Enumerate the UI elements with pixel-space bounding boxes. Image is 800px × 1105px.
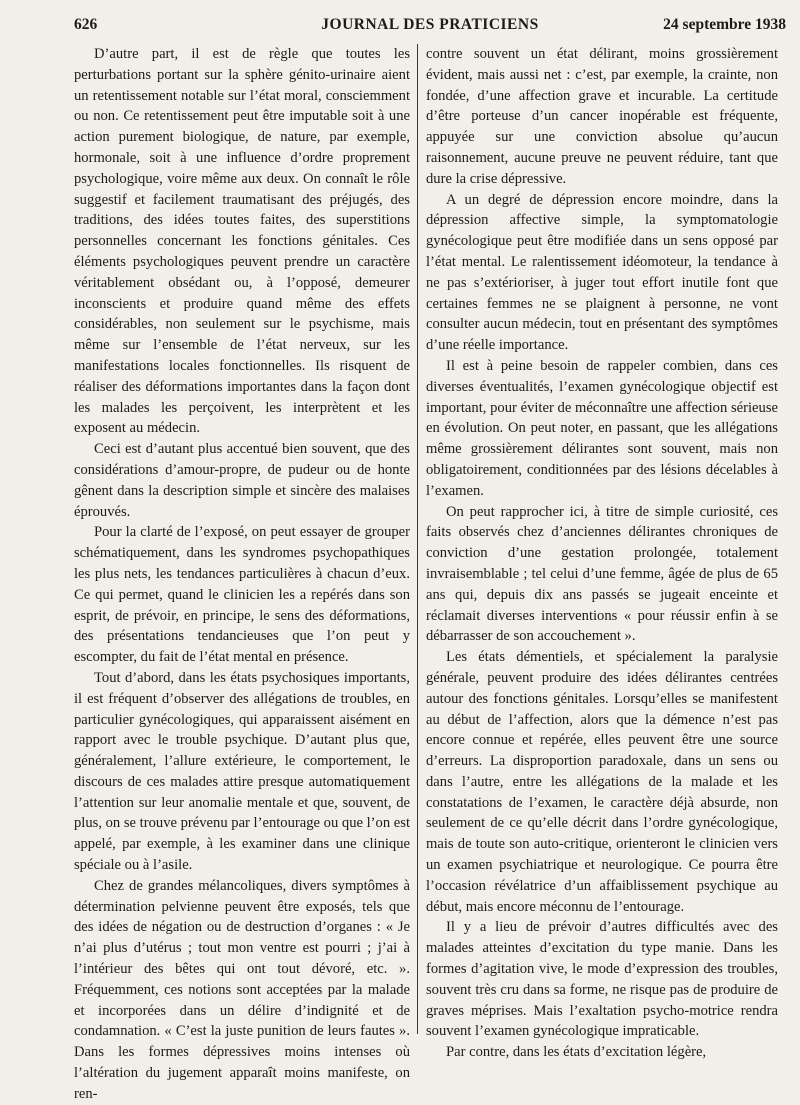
paragraph-examen-objectif: Il est à peine besoin de rappeler combien, dans ces diverses éventualités, l’examen gynécologique objectif est important, pour éviter de méconnaître une affection sérieuse en évolution. On peut noter, en passant, que les allégations même grossièrement délirantes sont souvent, mais non obligatoirement, conditionnées par des lésions décelables à l’examen.	[426, 357, 778, 499]
journal-title: JOURNAL DES PRATICIENS	[321, 16, 539, 33]
column-divider	[417, 44, 418, 1034]
paragraph-melancoliques: Chez de grandes mélancoliques, divers symptômes à détermination pelvienne peuvent être exposés, tels que des idées de négation ou de destruction d’organes : « Je n’ai plus d’utérus ; tout mon ventre est pourri ; j’ai à l’intérieur des bêtes qui ont tout dévoré, etc. ». Fréquemment, ces notions sont acceptées par la malade et incorporées dans un délire d’indignité et de condamnation. « C’est la juste punition de leurs fautes ». Dans les formes dépressives moins intenses où l’altération du jugement apparaît moins manifeste, on ren-	[74, 877, 410, 1102]
paragraph-etats-psychosiques: Tout d’abord, dans les états psychosiques importants, il est fréquent d’observer des allégations de troubles, en particulier gynécologiques, qui apparaissent aisément en rapport avec le trouble psychique. D’autant plus que, généralement, l’allure extérieure, le comportement, le discours de ces malades attire presque automatiquement l’attention sur leur anomalie mentale et que, souvent, de plus, on se trouve prévenu par l’entourage ou que l’on est appelé, par exemple, à les examiner dans une clinique spéciale ou à l’asile.	[74, 669, 410, 874]
paragraph-amour-propre: Ceci est d’autant plus accentué bien souvent, que des considérations d’amour-propre, de pudeur ou de honte gênent dans la description simple et sincère des malaises éprouvés.	[74, 441, 410, 520]
paragraph-clarte-expose: Pour la clarté de l’exposé, on peut essayer de grouper schématiquement, dans les syndromes psychopathiques les plus nets, les tendances particulières à chacun d’eux. Ce qui permet, quand le clinicien les a repérés dans son esprit, de prévoir, en principe, le sens des déformations, des présentations tendancieuses que l’on peut y escompter, du fait de l’état mental en présence.	[74, 524, 410, 666]
page-number: 626	[74, 16, 98, 33]
paragraph-genito-urinary-perturbations: D’autre part, il est de règle que toutes les perturbations portant sur la sphère génito-urinaire aient un retentissement notable sur l’état moral, consciemment ou non. Ce retentissement peut être imputable soit à une action purement biologique, de nature, par exemple, hormonale, soit à une influence d’ordre proprement psychologique, voire même aux deux. On connaît le rôle suggestif et facilement traumatisant des préjugés, des traditions, des idées toutes faites, des superstitions personnelles concernant les fonctions génitales. Ces éléments psychologiques peuvent prendre un caractère véritablement obsédant ou, à l’opposé, demeurer inconscients et produire quand même des effets considérables, non seulement sur le psychisme, mais même sur l’ensemble de l’état nerveux, sur les manifestations locales fonctionnelles. Ils risquent de réaliser des déformations importantes dans la façon dont les malades les perçoivent, les interprètent et les exposent au médecin.	[74, 46, 410, 437]
right-column	[426, 44, 778, 1061]
paragraph-etats-dementiels: Les états démentiels, et spécialement la paralysie générale, peuvent produire des idées délirantes centrées autour des fonctions génitales. Lorsqu’elles se manifestent au début de l’affection, alors que la démence n’est pas encore connue et repérée, elles peuvent être une source d’erreurs. La disproportion paradoxale, dans un sens ou dans l’autre, entre les allégations de la malade et les constatations de l’examen, le caractère déjà absurde, non seulement de ce qu’elle décrit dans l’ordre gynécologique, mais de toute son auto-critique, orienteront le clinicien vers un examen psychiatrique et neurologique. Ce pourra être l’occasion révélatrice d’un affaiblissement psychique au début, mais encore méconnu de l’entourage.	[426, 649, 778, 915]
paragraph-excitation-manie: Il y a lieu de prévoir d’autres difficultés avec des malades atteintes d’excitation du type manie. Dans les formes d’agitation vive, le mode d’expression des troubles, souvent très cru dans sa forme, ne risque pas de produire de graves méprises. Mais l’exaltation psycho-motrice rendra souvent l’examen gynécologique impraticable.	[426, 919, 778, 1040]
issue-date: 24 septembre 1938	[663, 16, 786, 33]
running-header	[74, 16, 786, 38]
paragraph-delirantes-chroniques: On peut rapprocher ici, à titre de simple curiosité, ces faits observés chez d’anciennes délirantes chroniques de conviction d’une gestation prolongée, totalement invraisemblable ; tel celui d’une femme, âgée de plus de 65 ans qui, depuis dix ans passés se jugeait enceinte et réclamait diverses interventions « pour réussir enfin à se débarrasser de son accouchement ».	[426, 503, 778, 645]
paragraph-depression-affective: A un degré de dépression encore moindre, dans la dépression affective simple, la symptomatologie gynécologique peut être modifiée dans un sens opposé par l’état mental. Le ralentissement idéomoteur, la tendance à ne pas s’extérioriser, à juger tout effort inutile font que certaines femmes ne se plaignent à personne, ne vont consulter aucun médecin, tout en présentant des symptômes d’une réelle importance.	[426, 191, 778, 354]
left-column	[74, 44, 410, 1102]
paragraph-etat-delirant: contre souvent un état délirant, moins grossièrement évident, mais aussi net : c’est, par exemple, la crainte, non fondée, d’une affection grave et incurable. La certitude d’être porteuse d’un cancer inopérable est fréquente, appuyée sur une conviction absolue qu’aucun raisonnement, aucune preuve ne peuvent réduire, tant que dure la crise dépressive.	[426, 46, 778, 187]
paragraph-excitation-legere: Par contre, dans les états d’excitation légère,	[446, 1044, 707, 1061]
